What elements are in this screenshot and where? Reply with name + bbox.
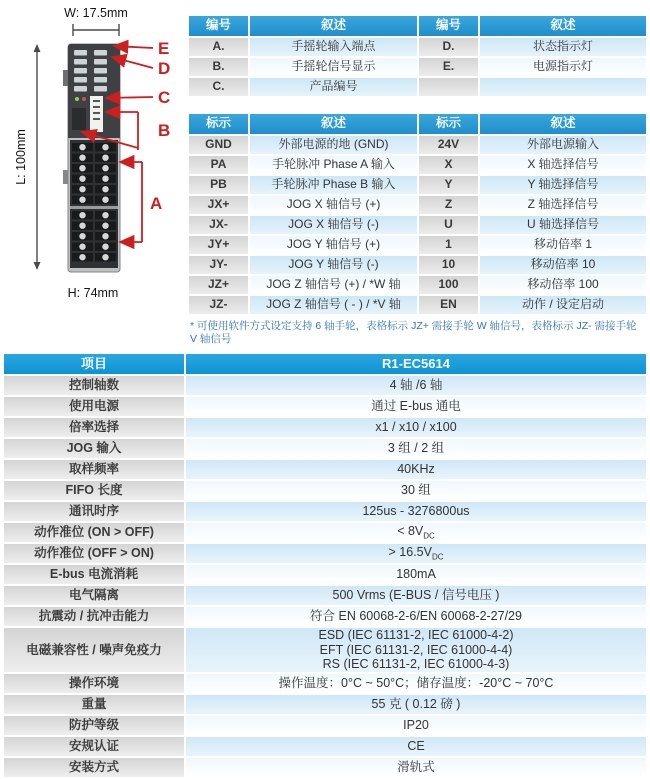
pin-desc-cell: Y 轴选择信号 <box>479 175 647 195</box>
col-header: 叙述 <box>479 15 647 37</box>
spec-header-row <box>3 353 647 375</box>
spec-value-cell: 40KHz <box>185 459 647 480</box>
legend-id-cell <box>418 77 479 97</box>
table-row <box>188 135 647 155</box>
table-row <box>188 255 647 275</box>
legend-desc-cell: 手摇轮信号显示 <box>249 57 418 77</box>
legend-id-cell: B. <box>188 57 249 77</box>
pin-desc-cell: U 轴选择信号 <box>479 215 647 235</box>
power-led <box>82 97 86 101</box>
pin-desc-cell: 移动倍率 100 <box>479 275 647 295</box>
pin-id-cell: PB <box>188 175 249 195</box>
table-row <box>3 757 647 778</box>
emc-line: ESD (IEC 61131-2, IEC 61000-4-2) <box>318 628 514 643</box>
spec-label-cell: 取样频率 <box>3 459 185 480</box>
spec-label-cell: 安规认证 <box>3 736 185 757</box>
table-row <box>188 195 647 215</box>
pin-desc-cell: JOG Y 轴信号 (+) <box>249 235 418 255</box>
table-row <box>3 480 647 501</box>
pin-desc-cell: JOG Y 轴信号 (-) <box>249 255 418 275</box>
table-row <box>3 564 647 585</box>
signal-display <box>72 108 86 130</box>
pin-desc-cell: 外部电源输入 <box>479 135 647 155</box>
spec-label-cell: 操作环境 <box>3 673 185 694</box>
pin-desc-cell: JOG Z 轴信号 (+) / *W 轴 <box>249 275 418 295</box>
pin-desc-cell: JOG X 轴信号 (+) <box>249 195 418 215</box>
table-row <box>188 57 647 77</box>
legend-desc-cell: 状态指示灯 <box>479 37 647 57</box>
status-led <box>75 97 79 101</box>
spec-value-cell: 180mA <box>185 564 647 585</box>
table-row <box>3 673 647 694</box>
callout-d: D <box>158 59 171 78</box>
spec-label-cell: 抗震动 / 抗冲击能力 <box>3 606 185 627</box>
pin-desc-cell: 手轮脉冲 Phase B 输入 <box>249 175 418 195</box>
table-row <box>188 77 647 97</box>
unit-subscript: DC <box>423 531 435 541</box>
table-row <box>3 715 647 736</box>
spec-value-cell: 125us - 3276800us <box>185 501 647 522</box>
col-header: 叙述 <box>249 15 418 37</box>
pin-id-cell: JZ+ <box>188 275 249 295</box>
height-dimension-label: H: 74mm <box>67 286 119 300</box>
pin-id-cell: GND <box>188 135 249 155</box>
col-header: 叙述 <box>479 113 647 135</box>
product-model-header: R1-EC5614 <box>185 353 647 375</box>
spec-value-cell: CE <box>185 736 647 757</box>
pin-id-cell: U <box>418 215 479 235</box>
spec-label-cell: 安装方式 <box>3 757 185 778</box>
device-module-illustration <box>0 0 186 320</box>
pin-id-cell: Y <box>418 175 479 195</box>
length-dimension-label: L: 100mm <box>14 129 28 185</box>
table-row <box>188 295 647 315</box>
pin-id-cell: 24V <box>418 135 479 155</box>
pin-desc-cell: 外部电源的地 (GND) <box>249 135 418 155</box>
table-row <box>3 375 647 396</box>
spec-value-cell <box>185 627 647 673</box>
legend-id-cell: C. <box>188 77 249 97</box>
device-figure <box>0 0 186 320</box>
pin-desc-cell: X 轴选择信号 <box>479 155 647 175</box>
table-row <box>3 417 647 438</box>
spec-label-cell: 电气隔离 <box>3 585 185 606</box>
pin-id-cell: JZ- <box>188 295 249 315</box>
legend-desc-cell: 产品编号 <box>249 77 418 97</box>
spec-value-cell: < $8V_{DC}$ <box>185 522 647 543</box>
spec-value-cell: IP20 <box>185 715 647 736</box>
pin-id-cell: 100 <box>418 275 479 295</box>
spec-label-cell: E-bus 电流消耗 <box>3 564 185 585</box>
pin-header-row <box>188 113 647 135</box>
col-header: 标示 <box>418 113 479 135</box>
pin-id-cell: JY+ <box>188 235 249 255</box>
spec-label-cell: JOG 输入 <box>3 438 185 459</box>
callout-e: E <box>158 39 170 58</box>
spec-label-cell: 使用电源 <box>3 396 185 417</box>
callout-a: A <box>150 194 163 213</box>
table-row <box>3 522 647 543</box>
pin-desc-cell: 手轮脉冲 Phase A 输入 <box>249 155 418 175</box>
pin-desc-cell: Z 轴选择信号 <box>479 195 647 215</box>
pin-id-cell: PA <box>188 155 249 175</box>
table-row <box>3 627 647 673</box>
pin-table <box>187 112 648 316</box>
table-row <box>3 694 647 715</box>
table-row <box>3 459 647 480</box>
right-column <box>187 14 648 330</box>
pin-id-cell: 1 <box>418 235 479 255</box>
table-row <box>188 275 647 295</box>
legend-id-cell: A. <box>188 37 249 57</box>
emc-line: RS (IEC 61131-2, IEC 61000-4-3) <box>322 657 510 672</box>
spec-label-cell: 电磁兼容性 / 噪声免疫力 <box>3 627 185 673</box>
pin-id-cell: JX+ <box>188 195 249 215</box>
spec-value-cell: 4 轴 /6 轴 <box>185 375 647 396</box>
col-header: 编号 <box>188 15 249 37</box>
pin-desc-cell: 动作 / 设定启动 <box>479 295 647 315</box>
spec-value-cell: 滑轨式 <box>185 757 647 778</box>
table-row <box>188 215 647 235</box>
legend-id-cell: D. <box>418 37 479 57</box>
legend-header-row <box>188 15 647 37</box>
table-row <box>3 501 647 522</box>
table-row <box>188 235 647 255</box>
spec-value-cell: 操作温度：0°C ~ 50°C；储存温度：-20°C ~ 70°C <box>185 673 647 694</box>
col-header: 叙述 <box>249 113 418 135</box>
spec-label-cell: 倍率选择 <box>3 417 185 438</box>
spec-value-cell: 55 克 ( 0.12 磅 ) <box>185 694 647 715</box>
spec-label-cell: 动作准位 (OFF > ON) <box>3 543 185 564</box>
legend-desc-cell: 手摇轮输入端点 <box>249 37 418 57</box>
callout-b: B <box>158 121 171 140</box>
footnote: * 可使用软件方式设定支持 6 轴手轮，表格标示 JZ+ 需接手轮 W 轴信号，表格标示 JZ- 需接手轮 V 轴信号 <box>190 320 637 346</box>
col-header: 项目 <box>3 353 185 375</box>
pin-id-cell: JY- <box>188 255 249 275</box>
legend-desc-cell: 电源指示灯 <box>479 57 647 77</box>
spec-value-cell: 500 Vrms (E-BUS / 信号电压 ) <box>185 585 647 606</box>
spec-value-cell: > $16.5V_{DC}$ <box>185 543 647 564</box>
spec-value-cell: 通过 E-bus 通电 <box>185 396 647 417</box>
product-number-label <box>90 96 103 132</box>
unit-subscript: DC <box>431 552 444 562</box>
spec-value-cell: 3 组 / 2 组 <box>185 438 647 459</box>
table-row <box>3 438 647 459</box>
legend-id-cell: E. <box>418 57 479 77</box>
table-row <box>3 606 647 627</box>
table-row <box>188 155 647 175</box>
legend-desc-cell <box>479 77 647 97</box>
pin-desc-cell: 移动倍率 10 <box>479 255 647 275</box>
spec-label-cell: FIFO 长度 <box>3 480 185 501</box>
spec-table-container <box>2 352 648 779</box>
width-dimension-label: W: 17.5mm <box>64 6 128 20</box>
spec-label-cell: 重量 <box>3 694 185 715</box>
spec-label-cell: 动作准位 (ON > OFF) <box>3 522 185 543</box>
pin-desc-cell: JOG Z 轴信号 ( - ) / *V 轴 <box>249 295 418 315</box>
col-header: 标示 <box>188 113 249 135</box>
pin-id-cell: JX- <box>188 215 249 235</box>
table-row <box>3 736 647 757</box>
emc-line: EFT (IEC 61131-2, IEC 61000-4-4) <box>319 642 513 657</box>
legend-table <box>187 14 648 98</box>
spec-value-cell: 30 组 <box>185 480 647 501</box>
spec-value-cell: 符合 EN 60068-2-6/EN 60068-2-27/29 <box>185 606 647 627</box>
table-row <box>3 543 647 564</box>
pin-id-cell: Z <box>418 195 479 215</box>
callout-c: C <box>158 88 171 107</box>
spec-label-cell: 控制轴数 <box>3 375 185 396</box>
table-row <box>3 396 647 417</box>
pin-desc-cell: JOG X 轴信号 (-) <box>249 215 418 235</box>
table-row <box>188 175 647 195</box>
pin-desc-cell: 移动倍率 1 <box>479 235 647 255</box>
pin-id-cell: EN <box>418 295 479 315</box>
pin-id-cell: 10 <box>418 255 479 275</box>
table-row <box>188 37 647 57</box>
col-header: 编号 <box>418 15 479 37</box>
table-row <box>3 585 647 606</box>
spec-table <box>2 352 648 779</box>
spec-value-cell: x1 / x10 / x100 <box>185 417 647 438</box>
pin-id-cell: X <box>418 155 479 175</box>
spec-label-cell: 防护等级 <box>3 715 185 736</box>
spec-label-cell: 通讯时序 <box>3 501 185 522</box>
